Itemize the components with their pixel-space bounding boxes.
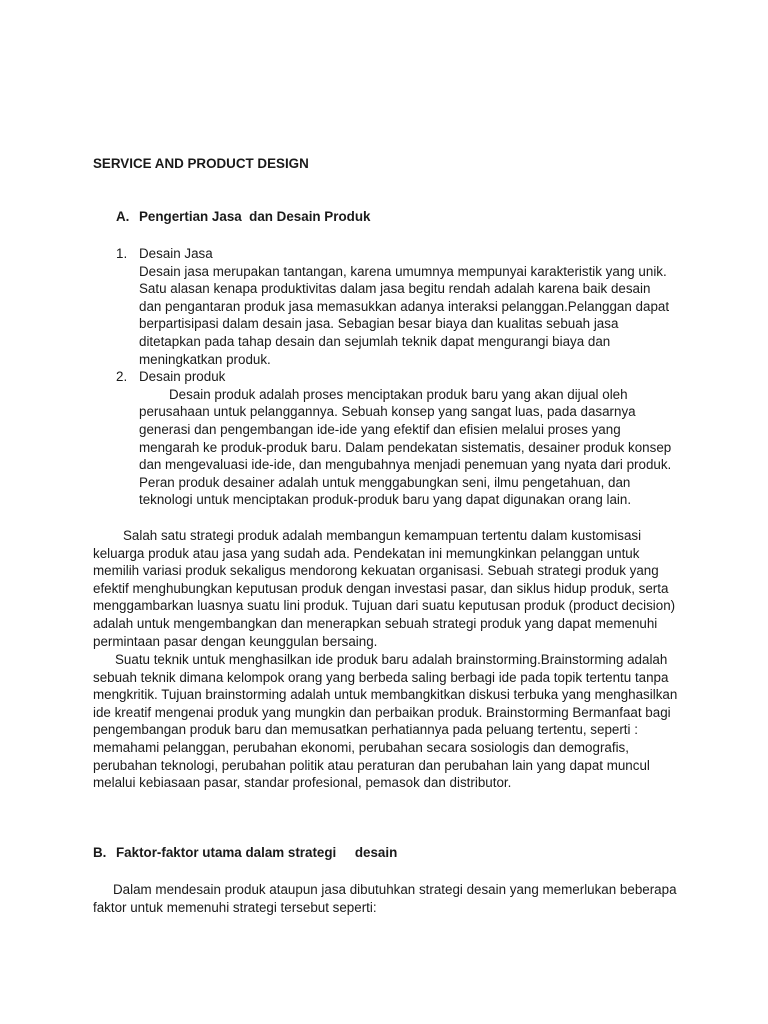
list-item-title: Desain produk — [139, 369, 226, 385]
list-item-body: Desain produk adalah proses menciptakan produk baru yang akan dijual oleh perusahaan untuk pelanggannya. Sebuah konsep yang sangat luas, pada dasarnya generasi dan pengembangan ide-ide yang efektif dan efisien melalui proses yang mengarah ke produk-produk baru. Dalam pendekatan sistematis, desainer produk konsep dan mengevaluasi ide-ide, dan mengubahnya menjadi penemuan yang nyata dari produk. Peran produk desainer adalah untuk menggabungkan seni, ilmu pengetahuan, dan teknologi untuk menciptakan produk-produk baru yang dapat digunakan orang lain. — [139, 386, 672, 508]
paragraph-strategi-produk: Salah satu strategi produk adalah membangun kemampuan tertentu dalam kustomisasi keluarga produk atau jasa yang sudah ada. Pendekatan ini memungkinkan pelanggan untuk memilih variasi produk sekaligus mendorong kekuatan organisasi. Sebuah strategi produk yang efektif menghubungkan keputusan produk dengan investasi pasar, dan siklus hidup produk, serta menggambarkan luasnya suatu lini produk. Tujuan dari suatu keputusan produk (product decision) adalah untuk mengembangkan dan menerapkan sebuah strategi produk yang dapat memenuhi permintaan pasar dengan keunggulan bersaing. — [93, 528, 676, 649]
list-item-desain-jasa — [116, 245, 676, 368]
section-a-heading — [116, 209, 370, 224]
section-a-list — [116, 245, 676, 509]
list-item-desain-produk — [116, 368, 676, 509]
paragraph-brainstorming: Suatu teknik untuk menghasilkan ide produk baru adalah brainstorming.Brainstorming adalah sebuah teknik dimana kelompok orang yang berbeda saling berbagi ide pada topik tertentu tanpa mengkritik. Tujuan brainstorming adalah untuk membangkitkan diskusi terbuka yang menghasilkan ide kreatif mengenai produk yang mungkin dan perbaikan produk. Brainstorming Bermanfaat bagi pengembangan produk baru dan memusatkan perhatiannya pada peluang tertentu, seperti : memahami pelanggan, perubahan ekonomi, perubahan secara sosiologis dan demografis, perubahan teknologi, perubahan politik atau peraturan dan perubahan lain yang dapat muncul melalui kebiasaan pasar, standar profesional, pemasok dan distributor. — [93, 652, 678, 791]
section-b-heading-text: Faktor-faktor utama dalam strategi desain — [116, 845, 398, 860]
list-item-number: 2. — [116, 369, 128, 385]
document-title: SERVICE AND PRODUCT DESIGN — [93, 156, 309, 171]
list-item-number: 1. — [116, 246, 128, 261]
paragraph-faktor-desain: Dalam mendesain produk ataupun jasa dibutuhkan strategi desain yang memerlukan beberapa faktor untuk memenuhi strategi tersebut seperti: — [93, 882, 677, 915]
section-b-label: B. — [93, 845, 107, 860]
section-a-label: A. — [116, 209, 130, 224]
section-b-heading — [93, 845, 397, 860]
list-item-title: Desain Jasa — [139, 246, 213, 261]
section-a-heading-text: Pengertian Jasa dan Desain Produk — [139, 209, 371, 224]
list-item-body: Desain jasa merupakan tantangan, karena umumnya mempunyai karakteristik yang unik. Satu alasan kenapa produktivitas dalam jasa begitu rendah adalah karena baik desain dan pengantaran produk jasa memasukkan adanya interaksi pelanggan.Pelanggan dapat berpartisipasi dalam desain jasa. Sebagian besar biaya dan kualitas sebuah jasa ditetapkan pada tahap desain dan sejumlah teknik dapat mengurangi biaya dan meningkatkan produk. — [139, 263, 670, 367]
